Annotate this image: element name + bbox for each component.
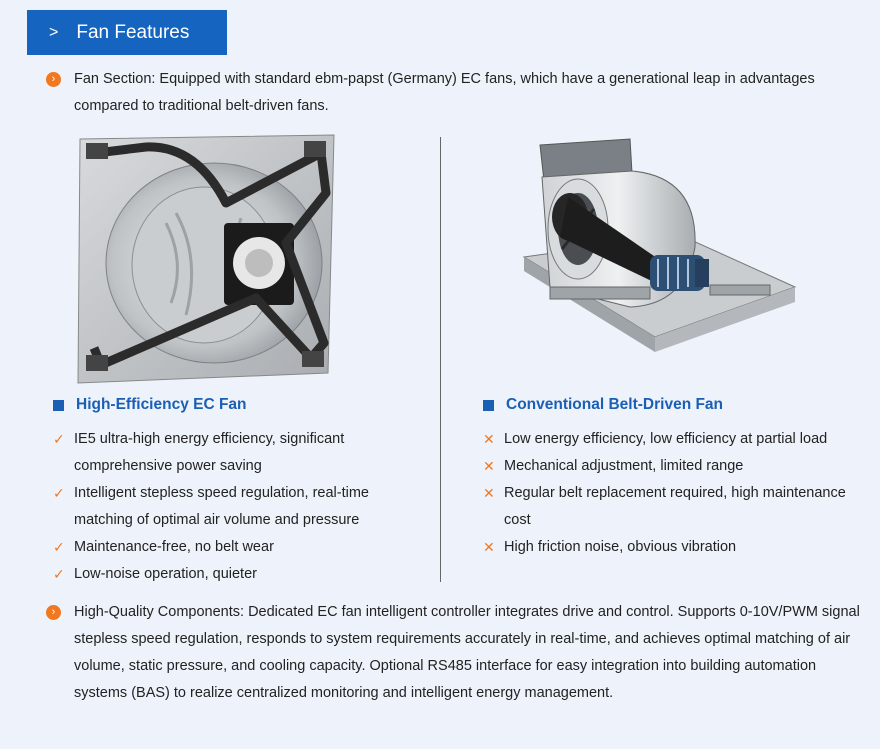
square-icon	[53, 400, 64, 411]
ec-feature-item	[53, 480, 423, 534]
intro-text: Fan Section: Equipped with standard ebm-papst (Germany) EC fans, which have a generational leap in advantages compared to traditional belt-driven fans.	[74, 71, 815, 114]
belt-feature-item	[483, 453, 873, 480]
section-title: Fan Features	[76, 21, 190, 43]
ec-fan-heading	[53, 396, 247, 414]
ec-feature-text: Intelligent stepless speed regulation, real-time matching of optimal air volume and pressure	[74, 485, 369, 528]
ec-fan-heading-text: High-Efficiency EC Fan	[76, 396, 247, 413]
belt-feature-text: Regular belt replacement required, high maintenance cost	[504, 485, 846, 528]
check-icon: ✓	[53, 485, 65, 501]
chevron-right-icon: >	[49, 23, 59, 41]
chevron-right-circle-icon: ›	[46, 605, 61, 620]
belt-fan-heading-text: Conventional Belt-Driven Fan	[506, 396, 724, 413]
belt-fan-heading	[483, 396, 723, 414]
ec-feature-item	[53, 426, 393, 480]
belt-fan-image	[520, 137, 798, 385]
belt-feature-item	[483, 534, 873, 561]
belt-feature-text: Mechanical adjustment, limited range	[504, 458, 744, 474]
components-text: High-Quality Components: Dedicated EC fan intelligent controller integrates drive and control. Supports 0-10V/PWM signal stepless speed regulation, responds to system requirements accurately in real-time, and achieves optimal matching of air volume, static pressure, and cooling capacity. Optional RS485 interface for easy integration into building automation systems (BAS) to realize centralized monitoring and intelligent energy management.	[74, 604, 860, 701]
belt-feature-text: Low energy efficiency, low efficiency at partial load	[504, 431, 828, 447]
ec-feature-item	[53, 561, 423, 588]
ec-feature-text: Maintenance-free, no belt wear	[74, 539, 274, 555]
check-icon: ✓	[53, 539, 65, 555]
ec-feature-text: Low-noise operation, quieter	[74, 566, 257, 582]
cross-icon: ✕	[483, 431, 495, 447]
ec-feature-item	[53, 534, 423, 561]
belt-feature-item	[483, 426, 873, 453]
intro-paragraph	[46, 66, 866, 122]
column-divider	[440, 137, 441, 582]
belt-feature-text: High friction noise, obvious vibration	[504, 539, 737, 555]
check-icon: ✓	[53, 431, 65, 447]
section-header	[27, 10, 227, 55]
cross-icon: ✕	[483, 539, 495, 555]
components-paragraph	[46, 599, 866, 709]
belt-feature-item	[483, 480, 868, 534]
square-icon	[483, 400, 494, 411]
chevron-right-circle-icon: ›	[46, 72, 61, 87]
cross-icon: ✕	[483, 485, 495, 501]
ec-feature-text: IE5 ultra-high energy efficiency, significant comprehensive power saving	[74, 431, 345, 474]
ec-fan-image	[76, 133, 338, 385]
check-icon: ✓	[53, 566, 65, 582]
cross-icon: ✕	[483, 458, 495, 474]
